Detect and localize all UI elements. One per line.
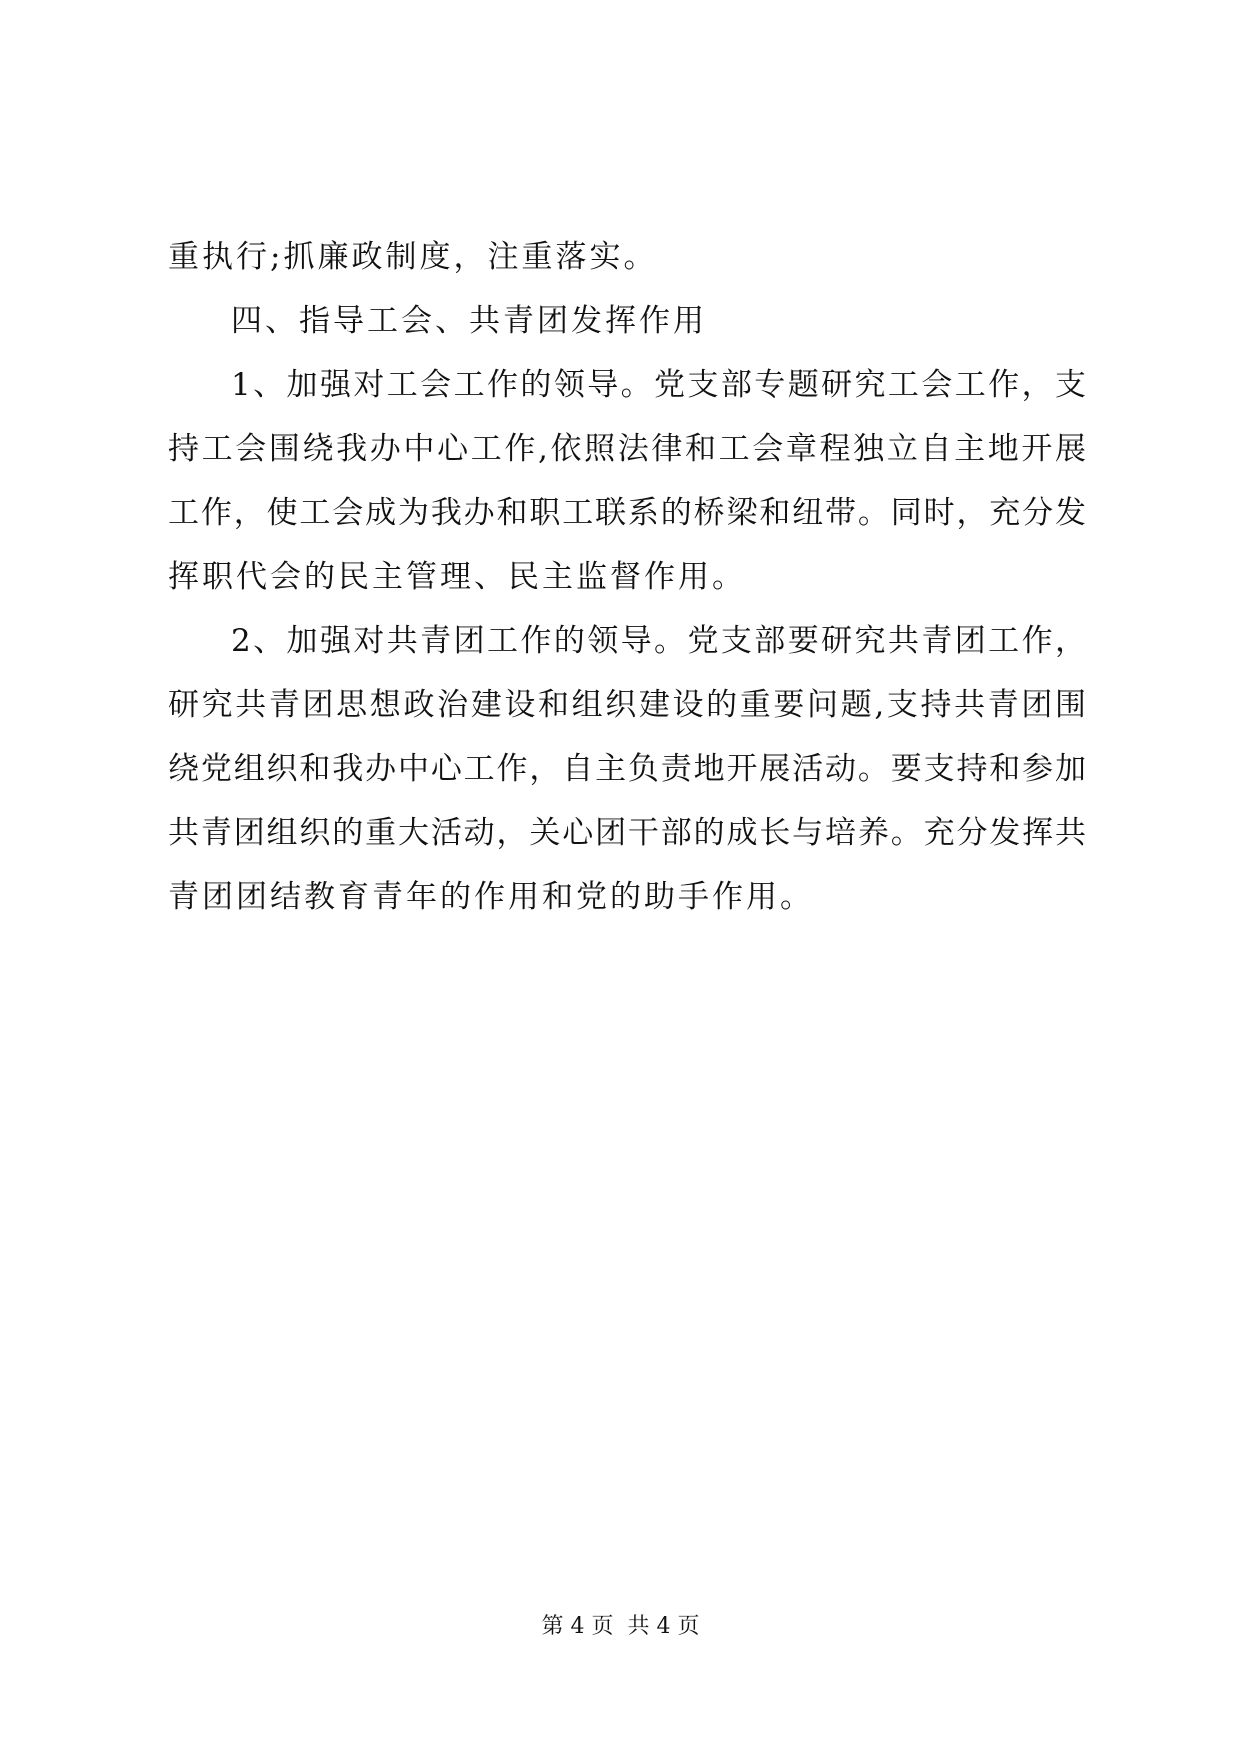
paragraph-line: 重执行;抓廉政制度，注重落实。 [168, 239, 658, 275]
paragraph-line: 挥职代会的民主管理、民主监督作用。 [168, 559, 746, 595]
paragraph-line: 2、加强对共青团工作的领导。党支部要研究共青团工作， [231, 623, 1086, 659]
paragraph-line: 1、加强对工会工作的领导。党支部专题研究工会工作，支 [231, 367, 1086, 403]
paragraph-line: 研究共青团思想政治建设和组织建设的重要问题,支持共青团围 [168, 687, 1086, 723]
paragraph-line: 青团团结教育青年的作用和党的助手作用。 [168, 879, 814, 915]
document-body [168, 225, 1086, 929]
paragraph-line: 共青团组织的重大活动，关心团干部的成长与培养。充分发挥共 [168, 815, 1086, 851]
section-heading: 四、指导工会、共青团发挥作用 [231, 303, 707, 339]
paragraph-line: 绕党组织和我办中心工作，自主负责地开展活动。要支持和参加 [168, 751, 1086, 787]
paragraph-line: 持工会围绕我办中心工作,依照法律和工会章程独立自主地开展 [168, 431, 1086, 467]
page-number-footer: 第 4 页 共 4 页 [541, 1614, 700, 1639]
paragraph-line: 工作，使工会成为我办和职工联系的桥梁和纽带。同时，充分发 [168, 495, 1086, 531]
